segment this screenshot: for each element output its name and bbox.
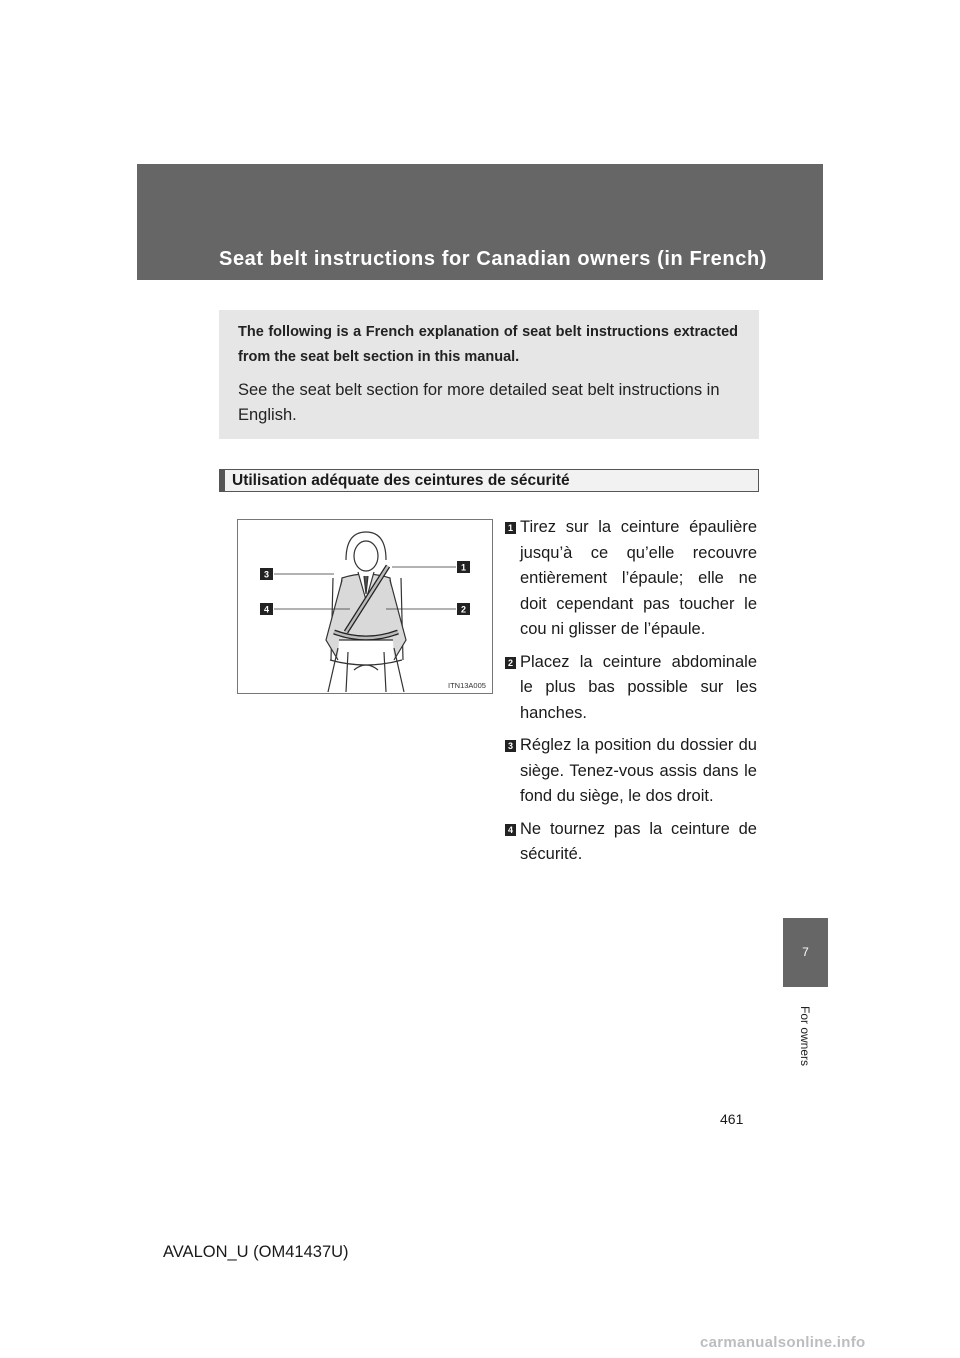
seat-belt-illustration [237,519,493,694]
step-number-badge [505,740,516,752]
chapter-label-text: For owners [798,1005,812,1067]
callout-4 [260,603,273,615]
chapter-label [789,995,819,1075]
step-number-badge [505,522,516,534]
head [354,541,378,571]
callout-2 [457,603,470,615]
step-3 [505,733,757,810]
headrest [346,532,386,560]
svg-text:4: 4 [263,604,270,615]
page-title: Seat belt instructions for Canadian owners (in French) [219,248,768,270]
intro-box [219,310,759,439]
step-text: Ne tournez pas la ceinture de sécurité. [520,819,757,863]
intro-bold-text: The following is a French explanation of seat belt instructions extracted from the seat belt section in this manual. [238,324,738,365]
intro-normal-text: See the seat belt section for more detailed seat belt instructions in English. [238,381,720,424]
page-number: 461 [720,1111,744,1127]
section-heading [219,469,759,492]
step-1 [505,515,757,643]
seated-person-drawing [238,520,492,693]
chapter-number: 7 [802,945,809,959]
svg-text:3: 3 [263,569,270,580]
figure-code: ITN13A005 [448,681,486,690]
step-text: Placez la ceinture abdominale le plus bas possible sur les hanches. [520,652,757,722]
step-number-badge [505,657,516,669]
section-heading-bar [220,470,225,491]
step-2 [505,650,757,727]
svg-text:2: 2 [460,604,467,615]
footer-model-code: AVALON_U (OM41437U) [163,1243,349,1261]
step-text: Tirez sur la ceinture épaulière jusqu’à ce qu’elle recouvre entièrement l’épaule; elle ne doit cependant pas toucher le cou ni glisser de l’épaule. [520,518,757,638]
step-text: Réglez la position du dossier du siège. Tenez-vous assis dans le fond du siège, le dos droit. [520,736,757,805]
section-heading-text: Utilisation adéquate des ceintures de sécurité [232,472,570,489]
callout-1 [457,561,470,573]
callout-3 [260,568,273,580]
svg-text:1: 1 [460,562,467,573]
instruction-list [505,515,757,875]
step-number-badge [505,824,516,836]
watermark: carmanualsonline.info [700,1334,866,1351]
chapter-tab [783,918,828,987]
step-4 [505,817,757,868]
